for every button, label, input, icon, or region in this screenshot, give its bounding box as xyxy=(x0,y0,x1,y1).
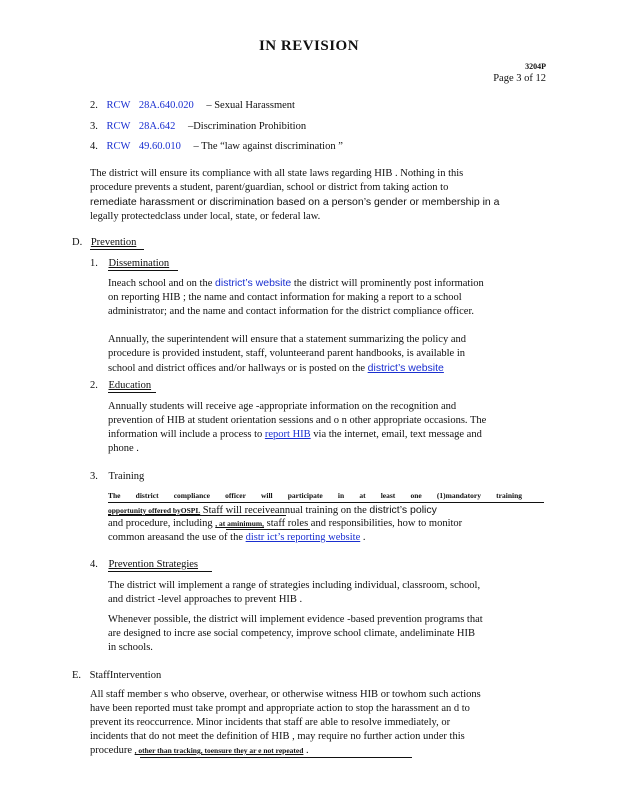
strategies-paragraph-1 xyxy=(108,579,480,607)
rcw-item-2 xyxy=(90,99,295,113)
compliance-line-sans: remediate harassment or discrimination based on a person’s gender or membership in a xyxy=(90,196,500,208)
education-paragraph xyxy=(108,400,486,456)
rcw-code-link[interactable]: 28A.642 xyxy=(138,121,176,132)
text-run: All staff member s who observe, overhear, or otherwise witness HIB or towhom such actions xyxy=(90,689,481,700)
text-run: Annually, the superintendent will ensure that a statement summarizing the policy and xyxy=(108,334,466,345)
text-run: , at aminimum, xyxy=(215,519,265,528)
rcw-description: – The “law against discrimination ” xyxy=(193,141,343,152)
text-run: are designed to incre ase social competency, improve school climate, andeliminate HIB xyxy=(108,628,475,639)
heading-underline xyxy=(108,571,212,572)
section-title: StaffIntervention xyxy=(89,670,162,681)
section-letter: E. xyxy=(72,670,82,681)
subsection-title: Education xyxy=(108,380,152,391)
heading-underline xyxy=(108,270,178,271)
text-run: . xyxy=(303,745,309,756)
dissemination-paragraph-1 xyxy=(108,276,484,319)
training-heading xyxy=(90,470,144,484)
text-run: The district will implement a range of strategies including individual, classroom, school, xyxy=(108,580,481,591)
subsection-number: 2. xyxy=(90,380,98,391)
page-number: Page 3 of 12 xyxy=(493,73,546,84)
rcw-link[interactable]: RCW xyxy=(106,121,131,132)
text-run: the district will prominently post information xyxy=(291,278,484,289)
policy-code: 3204P xyxy=(525,62,546,71)
strategies-heading xyxy=(90,558,198,572)
staff-intervention-paragraph xyxy=(90,688,481,758)
compliance-line: The district will ensure its compliance with all state laws regarding HIB . Nothing in this xyxy=(90,168,464,179)
rcw-code-link[interactable]: 49.60.010 xyxy=(138,141,181,152)
text-run: and procedure, including xyxy=(108,518,216,529)
text-run: prevent its reoccurrence. Minor incidents that staff are able to resolve immediately, or xyxy=(90,717,451,728)
rcw-item-3 xyxy=(90,120,306,134)
compliance-line: procedure prevents a student, parent/guardian, school or district from taking action to xyxy=(90,182,449,193)
compliance-paragraph xyxy=(90,167,500,224)
subsection-number: 3. xyxy=(90,471,98,482)
text-run: on reporting HIB ; the name and contact information for making a report to a school xyxy=(108,292,462,303)
text-run: in schools. xyxy=(108,642,153,653)
subsection-number: 1. xyxy=(90,258,98,269)
text-run: school and district offices and/or hallways or is posted on the xyxy=(108,363,368,374)
report-hib-link[interactable]: report HIB xyxy=(264,429,311,440)
text-run: opportunity offered byOSPI. xyxy=(108,506,201,515)
text-run: , other than tracking, toensure they ar e not repeated xyxy=(134,746,304,755)
text-run: administrator; and the name and contact information for the district compliance officer. xyxy=(108,306,475,317)
text-run: Whenever possible, the district will implement evidence -based prevention programs that xyxy=(108,614,483,625)
compliance-line: legally protectedclass under local, state, or federal law. xyxy=(90,211,321,222)
reporting-website-link[interactable]: distr ict’s reporting website xyxy=(245,532,361,543)
rcw-item-4 xyxy=(90,140,343,154)
section-e-heading xyxy=(72,669,161,683)
district-website-link[interactable]: district’s website xyxy=(367,362,444,374)
revision-underline xyxy=(108,515,286,516)
district-website-link[interactable]: district’s website xyxy=(215,277,292,289)
training-line-1: The district compliance officer will participate in at least one (1)mandatory training xyxy=(108,491,522,500)
section-title: Prevention xyxy=(90,237,137,248)
dissemination-paragraph-2 xyxy=(108,333,466,376)
rcw-description: – Sexual Harassment xyxy=(206,100,295,111)
rcw-link[interactable]: RCW xyxy=(106,100,131,111)
rcw-item-number: 3. xyxy=(90,121,98,132)
text-run: have been reported must take prompt and appropriate action to stop the harassment an d to xyxy=(90,703,470,714)
text-run: staff roles and responsibilities, how to monitor xyxy=(264,518,463,529)
strategies-paragraph-2 xyxy=(108,613,483,655)
rcw-item-number: 2. xyxy=(90,100,98,111)
heading-underline xyxy=(108,392,156,393)
rcw-item-number: 4. xyxy=(90,141,98,152)
revision-title: IN REVISION xyxy=(258,38,360,54)
district-policy-text: district’s policy xyxy=(369,504,437,516)
text-run: . xyxy=(360,532,366,543)
text-run: Staff will receiveannual training on the xyxy=(200,505,370,516)
education-heading xyxy=(90,379,151,393)
subsection-title: Training xyxy=(108,471,145,482)
revision-underline xyxy=(226,529,310,530)
text-run: procedure is provided instudent, staff, volunteerand parent handbooks, is available in xyxy=(108,348,465,359)
text-run: prevention of HIB at student orientation sessions and o n other appropriate occasions. The xyxy=(108,415,487,426)
text-run: via the internet, email, text message and xyxy=(310,429,482,440)
dissemination-heading xyxy=(90,257,169,271)
text-run: common areasand the use of the xyxy=(108,532,246,543)
rcw-link[interactable]: RCW xyxy=(106,141,131,152)
rcw-code-link[interactable]: 28A.640.020 xyxy=(138,100,194,111)
heading-underline xyxy=(90,249,144,250)
training-line-4 xyxy=(108,531,365,545)
subsection-number: 4. xyxy=(90,559,98,570)
text-run: incidents that do not meet the definition of HIB , may require no further action under this xyxy=(90,731,465,742)
subsection-title: Dissemination xyxy=(108,258,170,269)
subsection-title: Prevention Strategies xyxy=(108,559,199,570)
text-run: procedure xyxy=(90,745,135,756)
revision-underline xyxy=(140,757,412,758)
text-run: information will include a process to xyxy=(108,429,265,440)
section-d-heading xyxy=(72,236,136,250)
section-letter: D. xyxy=(72,237,83,248)
text-run: phone . xyxy=(108,443,139,454)
rcw-description: –Discrimination Prohibition xyxy=(187,121,307,132)
text-run: Annually students will receive age -appropriate information on the recognition and xyxy=(108,401,457,412)
text-run: and district -level approaches to prevent HIB . xyxy=(108,594,303,605)
text-run: Ineach school and on the xyxy=(108,278,216,289)
